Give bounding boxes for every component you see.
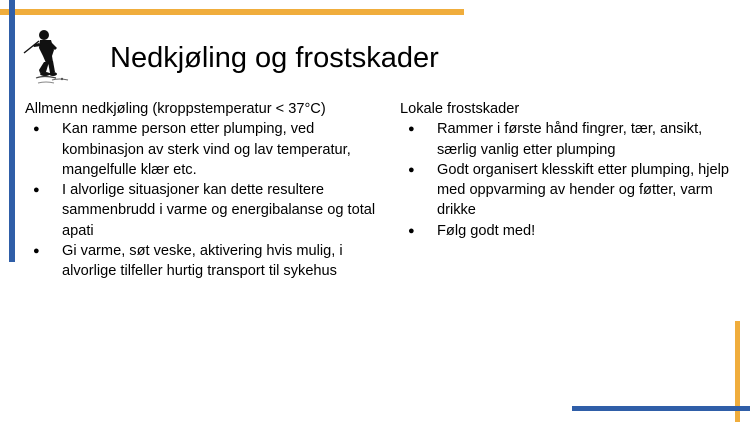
list-item: ● Kan ramme person etter plumping, ved kombinasjon av sterk vind og lav temperatur, mangelfulle klær etc. (25, 119, 380, 180)
right-bullet-list (400, 119, 730, 241)
left-column (25, 99, 380, 282)
left-bullet-list (25, 119, 380, 281)
list-item: ● Godt organisert klesskift etter plumping, hjelp med oppvarming av hender og føtter, varm drikke (400, 160, 730, 221)
left-column-heading: Allmenn nedkjøling (kroppstemperatur < 37°C) (25, 101, 326, 117)
top-accent-bar (0, 9, 464, 15)
slide-title: Nedkjøling og frostskader (110, 42, 439, 74)
right-column (400, 99, 730, 241)
list-item: ● Følg godt med! (400, 221, 730, 241)
list-item: ● I alvorlige situasjoner kan dette resultere sammenbrudd i varme og energibalanse og total apati (25, 180, 380, 241)
bottom-accent-bar (572, 406, 750, 411)
list-item: ● Rammer i første hånd fingrer, tær, ansikt, særlig vanlig etter plumping (400, 119, 730, 160)
diver-silhouette-icon (22, 28, 74, 86)
right-column-heading: Lokale frostskader (400, 101, 520, 117)
list-item: ● Gi varme, søt veske, aktivering hvis mulig, i alvorlige tilfeller hurtig transport til sykehus (25, 241, 380, 282)
left-accent-bar (9, 0, 15, 262)
